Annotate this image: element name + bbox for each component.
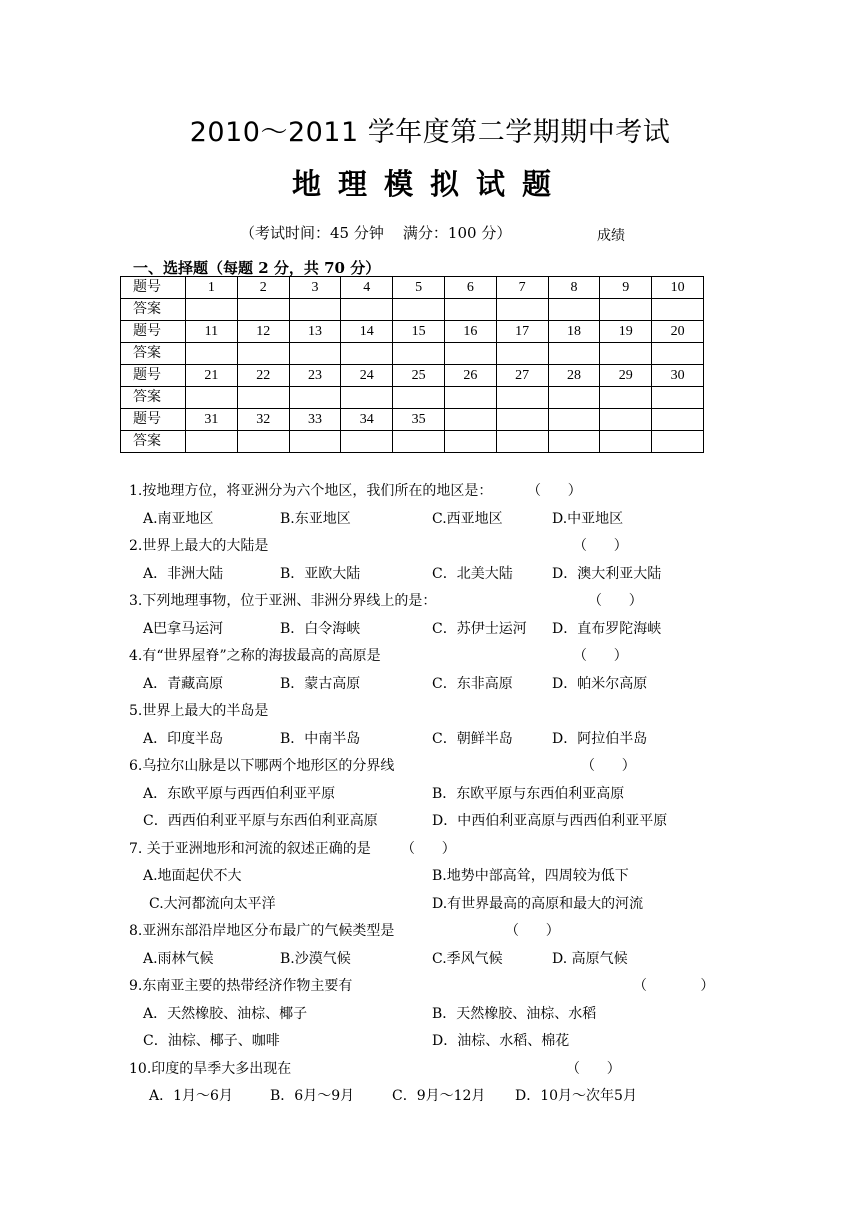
option-b: B．亚欧大陆 xyxy=(280,565,361,582)
option-row xyxy=(129,671,749,699)
question-number-cell: 27 xyxy=(496,365,548,387)
option-a: A.南亚地区 xyxy=(143,510,214,527)
question-number-row xyxy=(121,365,704,387)
option-b: B．中南半岛 xyxy=(280,730,361,747)
row-label-number: 题号 xyxy=(121,277,186,299)
answer-cell[interactable] xyxy=(652,387,704,409)
question-number-cell xyxy=(496,409,548,431)
question-number-cell: 17 xyxy=(496,321,548,343)
option-row xyxy=(129,1028,749,1056)
question-number-cell: 6 xyxy=(444,277,496,299)
answer-cell[interactable] xyxy=(289,343,341,365)
option-b: B.沙漠气候 xyxy=(280,950,351,967)
option-b: B．东欧平原与东西伯利亚高原 xyxy=(432,785,625,802)
answer-paren: （ ） xyxy=(505,923,560,939)
question-text: 1.按地理方位，将亚洲分为六个地区，我们所在的地区是： xyxy=(129,483,493,499)
question-number-cell: 16 xyxy=(444,321,496,343)
question-number-cell: 34 xyxy=(341,409,393,431)
question-number-cell: 31 xyxy=(186,409,238,431)
question-number-cell: 26 xyxy=(444,365,496,387)
row-label-answer: 答案 xyxy=(121,387,186,409)
question-text: 8.亚洲东部沿岸地区分布最广的气候类型是 xyxy=(129,923,395,939)
question-number-cell: 23 xyxy=(289,365,341,387)
question-text: 10.印度的旱季大多出现在 xyxy=(129,1060,292,1077)
option-d: D．中西伯利亚高原与西西伯利亚平原 xyxy=(432,813,668,829)
question-number-cell xyxy=(600,409,652,431)
question-number-cell: 18 xyxy=(548,321,600,343)
question-list xyxy=(129,478,749,1111)
answer-paren: （ ） xyxy=(588,593,643,609)
question-number-cell: 25 xyxy=(393,365,445,387)
option-row xyxy=(129,781,749,809)
answer-cell[interactable] xyxy=(186,299,238,321)
question-text: 4.有“世界屋脊”之称的海拔最高的高原是 xyxy=(129,648,381,664)
question-number-cell: 1 xyxy=(186,277,238,299)
question-stem xyxy=(129,918,749,946)
option-d: D．油棕、水稻、棉花 xyxy=(432,1033,570,1049)
answer-cell[interactable] xyxy=(289,431,341,453)
question-number-cell: 15 xyxy=(393,321,445,343)
option-row xyxy=(129,1001,749,1029)
section-heading: 一、选择题（每题 2 分，共 70 分） xyxy=(133,259,381,277)
answer-cell[interactable] xyxy=(548,431,600,453)
question-number-cell: 35 xyxy=(393,409,445,431)
row-label-number: 题号 xyxy=(121,409,186,431)
answer-cell[interactable] xyxy=(237,299,289,321)
option-d: D．帕米尔高原 xyxy=(552,675,648,692)
question-text: 2.世界上最大的大陆是 xyxy=(129,538,269,554)
row-label-answer: 答案 xyxy=(121,299,186,321)
question-number-cell: 11 xyxy=(186,321,238,343)
option-b: B．白令海峡 xyxy=(280,620,361,637)
option-row xyxy=(129,863,749,891)
answer-table xyxy=(120,276,704,453)
option-a: A．非洲大陆 xyxy=(143,565,224,582)
exam-title: 2010～2011 学年度第二学期期中考试 xyxy=(189,117,671,148)
answer-cell[interactable] xyxy=(652,299,704,321)
answer-cell[interactable] xyxy=(444,343,496,365)
question-stem xyxy=(129,753,749,781)
option-a: A巴拿马运河 xyxy=(143,620,224,637)
option-b: B．6月～9月 xyxy=(270,1088,355,1104)
answer-paren: （ ） xyxy=(633,978,715,994)
answer-cell[interactable] xyxy=(496,299,548,321)
option-row xyxy=(129,891,749,919)
option-c: C．苏伊士运河 xyxy=(432,620,527,637)
option-row xyxy=(129,726,749,754)
option-b: B．天然橡胶、油棕、水稻 xyxy=(432,1005,597,1022)
row-label-number: 题号 xyxy=(121,321,186,343)
question-number-cell: 2 xyxy=(237,277,289,299)
question-number-cell: 8 xyxy=(548,277,600,299)
question-number-cell: 24 xyxy=(341,365,393,387)
question-text: 3.下列地理事物，位于亚洲、非洲分界线上的是： xyxy=(129,593,437,609)
answer-cell[interactable] xyxy=(341,343,393,365)
question-number-cell: 9 xyxy=(600,277,652,299)
answer-row xyxy=(121,431,704,453)
option-a: A.雨林气候 xyxy=(143,950,214,967)
answer-cell[interactable] xyxy=(186,387,238,409)
option-c: C.大河都流向太平洋 xyxy=(149,895,276,912)
option-row xyxy=(129,946,749,974)
answer-paren: （ ） xyxy=(527,483,582,499)
option-b: B.地势中部高耸，四周较为低下 xyxy=(432,868,629,884)
question-text: 5.世界上最大的半岛是 xyxy=(129,703,269,719)
question-number-cell: 13 xyxy=(289,321,341,343)
answer-cell[interactable] xyxy=(341,431,393,453)
option-a: A．印度半岛 xyxy=(143,730,224,747)
option-d: D．直布罗陀海峡 xyxy=(552,620,662,637)
option-c: C．9月～12月 xyxy=(392,1088,486,1104)
question-number-cell: 28 xyxy=(548,365,600,387)
option-c: C．北美大陆 xyxy=(432,565,513,582)
answer-cell[interactable] xyxy=(186,431,238,453)
answer-cell[interactable] xyxy=(393,299,445,321)
answer-cell[interactable] xyxy=(393,431,445,453)
question-stem xyxy=(129,533,749,561)
option-d: D．10月～次年5月 xyxy=(515,1088,637,1104)
question-number-cell xyxy=(548,409,600,431)
question-number-cell: 12 xyxy=(237,321,289,343)
answer-cell[interactable] xyxy=(289,387,341,409)
option-c: C.西亚地区 xyxy=(432,510,503,527)
question-number-cell: 30 xyxy=(652,365,704,387)
answer-paren: （ ） xyxy=(581,758,636,774)
answer-paren: （ ） xyxy=(573,648,628,664)
answer-cell[interactable] xyxy=(548,343,600,365)
question-number-row xyxy=(121,321,704,343)
question-text: 9.东南亚主要的热带经济作物主要有 xyxy=(129,978,353,994)
answer-cell[interactable] xyxy=(444,431,496,453)
question-stem xyxy=(129,698,749,726)
answer-cell[interactable] xyxy=(289,299,341,321)
question-number-cell: 33 xyxy=(289,409,341,431)
question-number-cell: 22 xyxy=(237,365,289,387)
answer-cell[interactable] xyxy=(341,387,393,409)
question-text: 7. 关于亚洲地形和河流的叙述正确的是 xyxy=(129,840,371,857)
option-a: A．1月～6月 xyxy=(149,1088,233,1104)
question-stem xyxy=(129,1056,749,1084)
option-c: C．东非高原 xyxy=(432,675,513,692)
option-row xyxy=(129,1083,749,1111)
answer-cell[interactable] xyxy=(652,431,704,453)
question-number-cell xyxy=(444,409,496,431)
question-number-cell: 21 xyxy=(186,365,238,387)
answer-cell[interactable] xyxy=(237,343,289,365)
exam-subtitle: 地理模拟试题 xyxy=(291,167,568,201)
question-number-cell: 32 xyxy=(237,409,289,431)
question-number-cell: 20 xyxy=(652,321,704,343)
answer-row xyxy=(121,299,704,321)
option-d: D.中亚地区 xyxy=(552,510,624,527)
question-number-cell: 7 xyxy=(496,277,548,299)
question-number-cell: 4 xyxy=(341,277,393,299)
question-number-cell: 19 xyxy=(600,321,652,343)
answer-cell[interactable] xyxy=(341,299,393,321)
question-text: 6.乌拉尔山脉是以下哪两个地形区的分界线 xyxy=(129,758,395,774)
exam-info: （考试时间：45 分钟 满分：100 分） xyxy=(240,224,512,242)
answer-cell[interactable] xyxy=(496,431,548,453)
question-stem xyxy=(129,478,749,506)
answer-cell[interactable] xyxy=(600,431,652,453)
answer-cell[interactable] xyxy=(496,387,548,409)
answer-cell[interactable] xyxy=(548,299,600,321)
option-a: A.地面起伏不大 xyxy=(143,868,242,884)
answer-paren: （ ） xyxy=(573,538,628,554)
answer-row xyxy=(121,343,704,365)
answer-cell[interactable] xyxy=(600,387,652,409)
answer-cell[interactable] xyxy=(600,343,652,365)
answer-paren: （ ） xyxy=(401,840,456,857)
answer-cell[interactable] xyxy=(496,343,548,365)
option-a: A．东欧平原与西西伯利亚平原 xyxy=(143,785,336,802)
question-number-cell xyxy=(652,409,704,431)
score-label: 成绩 xyxy=(597,228,625,244)
option-b: B.东亚地区 xyxy=(280,510,351,527)
answer-cell[interactable] xyxy=(393,343,445,365)
option-a: A．青藏高原 xyxy=(143,675,224,692)
question-stem xyxy=(129,836,749,864)
option-c: C．朝鲜半岛 xyxy=(432,730,513,747)
question-number-cell: 14 xyxy=(341,321,393,343)
answer-cell[interactable] xyxy=(393,387,445,409)
row-label-number: 题号 xyxy=(121,365,186,387)
question-number-row xyxy=(121,409,704,431)
answer-cell[interactable] xyxy=(237,387,289,409)
answer-cell[interactable] xyxy=(600,299,652,321)
option-row xyxy=(129,808,749,836)
row-label-answer: 答案 xyxy=(121,343,186,365)
option-row xyxy=(129,561,749,589)
answer-cell[interactable] xyxy=(444,299,496,321)
option-d: D．阿拉伯半岛 xyxy=(552,730,648,747)
question-number-cell: 3 xyxy=(289,277,341,299)
option-d: D.有世界最高的高原和最大的河流 xyxy=(432,895,644,912)
question-stem xyxy=(129,588,749,616)
option-d: D. 高原气候 xyxy=(552,950,628,967)
option-row xyxy=(129,506,749,534)
answer-row xyxy=(121,387,704,409)
answer-cell[interactable] xyxy=(186,343,238,365)
question-stem xyxy=(129,973,749,1001)
option-row xyxy=(129,616,749,644)
answer-cell[interactable] xyxy=(548,387,600,409)
answer-cell[interactable] xyxy=(652,343,704,365)
answer-paren: （ ） xyxy=(566,1060,621,1077)
question-number-cell: 5 xyxy=(393,277,445,299)
question-number-cell: 29 xyxy=(600,365,652,387)
option-c: C．西西伯利亚平原与东西伯利亚高原 xyxy=(143,813,378,829)
option-c: C.季风气候 xyxy=(432,950,503,967)
row-label-answer: 答案 xyxy=(121,431,186,453)
option-c: C．油棕、椰子、咖啡 xyxy=(143,1033,280,1049)
question-number-cell: 10 xyxy=(652,277,704,299)
answer-cell[interactable] xyxy=(237,431,289,453)
option-d: D．澳大利亚大陆 xyxy=(552,565,662,582)
question-stem xyxy=(129,643,749,671)
option-b: B．蒙古高原 xyxy=(280,675,361,692)
option-a: A．天然橡胶、油棕、椰子 xyxy=(143,1005,308,1022)
answer-cell[interactable] xyxy=(444,387,496,409)
question-number-row xyxy=(121,277,704,299)
